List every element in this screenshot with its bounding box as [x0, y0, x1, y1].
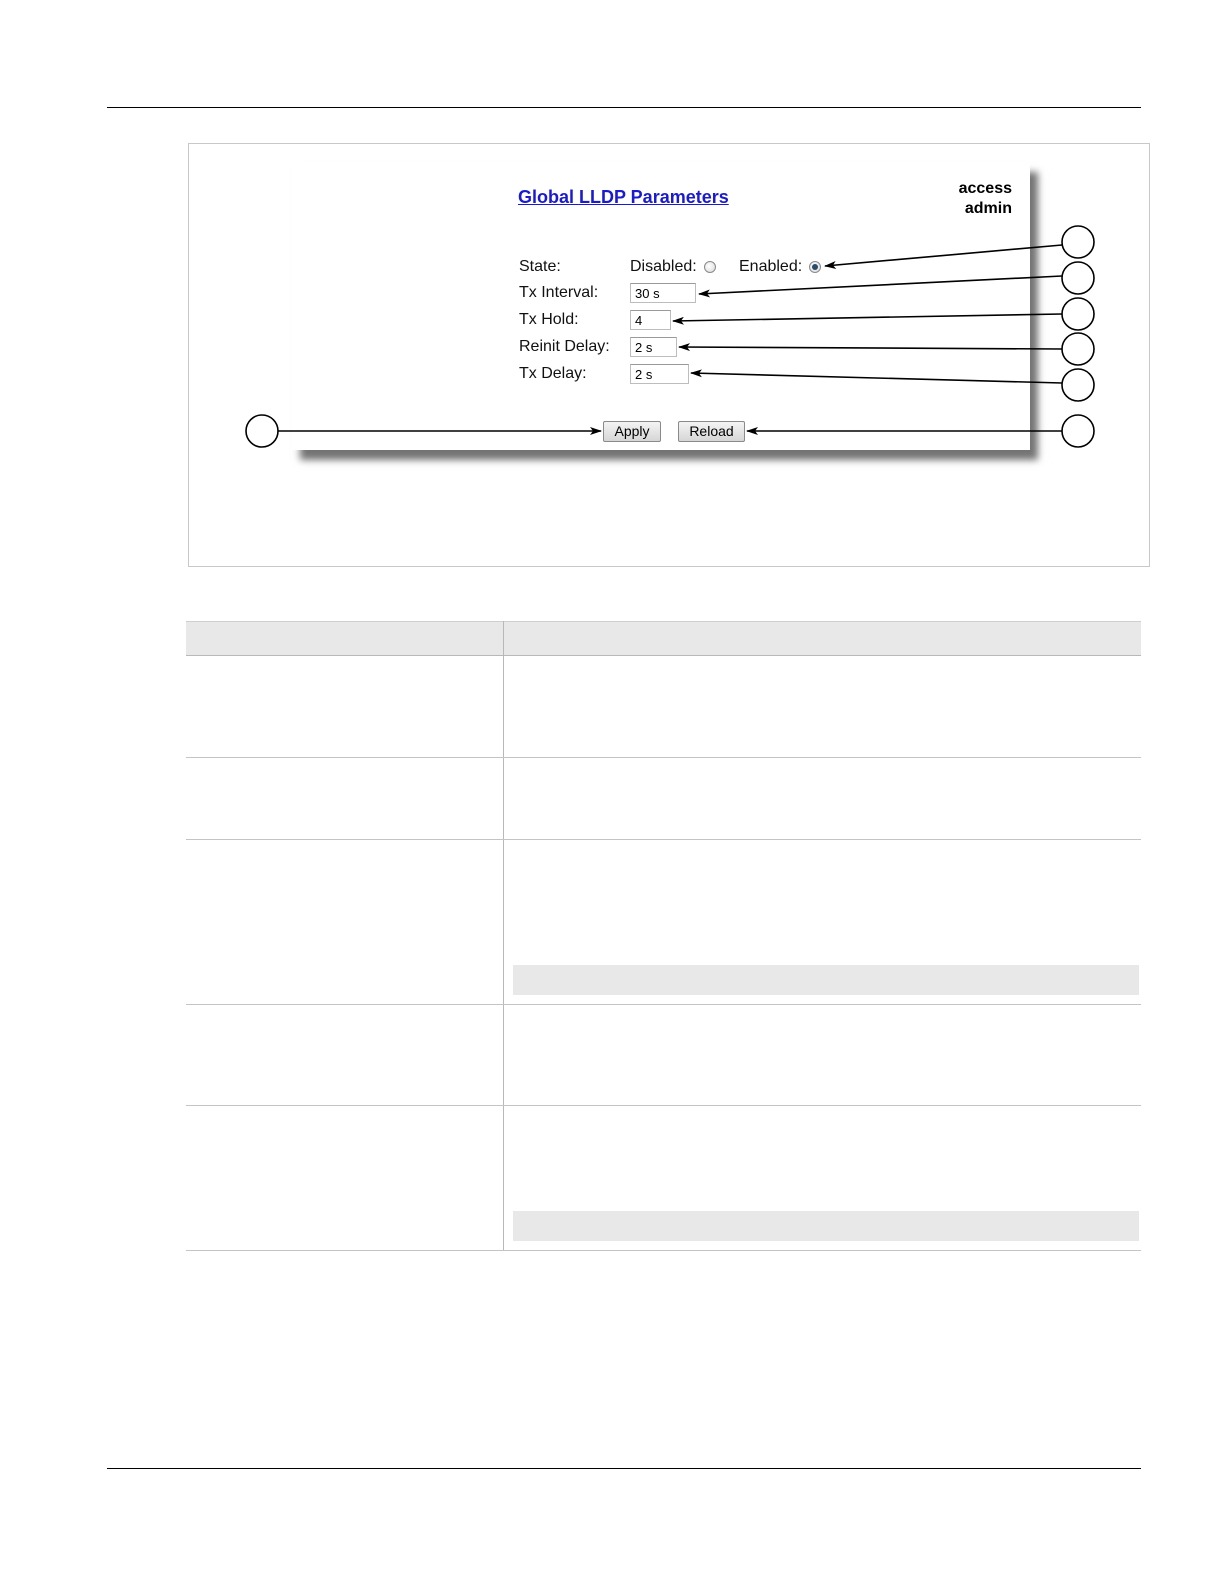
callout-arrow [825, 245, 1062, 266]
callout-circle [1062, 298, 1094, 330]
tx-interval-input[interactable]: 30 s [630, 283, 696, 303]
tx-hold-label: Tx Hold: [519, 311, 579, 328]
callout-circle [1062, 415, 1094, 447]
apply-button[interactable]: Apply [603, 421, 661, 442]
callout-arrow [673, 314, 1062, 321]
tx-delay-input[interactable]: 2 s [630, 364, 689, 384]
table-note-box [513, 1211, 1139, 1241]
state-label: State: [519, 258, 561, 275]
callout-circle [1062, 262, 1094, 294]
disabled-label: Disabled: [630, 258, 697, 275]
table-row-divider [186, 1105, 1141, 1106]
table-row-divider [186, 839, 1141, 840]
reinit-delay-label: Reinit Delay: [519, 338, 610, 355]
callout-arrow [699, 276, 1062, 294]
table-note-box [513, 965, 1139, 995]
callout-circle [246, 415, 278, 447]
reinit-delay-input[interactable]: 2 s [630, 337, 677, 357]
callout-circle [1062, 226, 1094, 258]
enabled-label: Enabled: [739, 258, 803, 275]
table-row-divider [186, 757, 1141, 758]
access-user: admin [964, 200, 1012, 217]
tx-hold-input[interactable]: 4 [630, 310, 671, 330]
callout-arrow [691, 373, 1062, 383]
callout-annotations [0, 0, 1224, 600]
callout-arrow [679, 347, 1062, 349]
table-row-divider [186, 1004, 1141, 1005]
table-column-divider [503, 621, 504, 1250]
tx-interval-label: Tx Interval: [519, 284, 599, 301]
table-bottom-rule [186, 1250, 1141, 1251]
parameter-table-header [186, 621, 1141, 656]
callout-circle [1062, 333, 1094, 365]
reload-button[interactable]: Reload [678, 421, 745, 442]
page-title-link[interactable]: Global LLDP Parameters [518, 187, 729, 207]
access-label: access [958, 180, 1012, 197]
callout-circle [1062, 369, 1094, 401]
page-footer-rule [107, 1468, 1141, 1469]
tx-delay-label: Tx Delay: [519, 365, 587, 382]
